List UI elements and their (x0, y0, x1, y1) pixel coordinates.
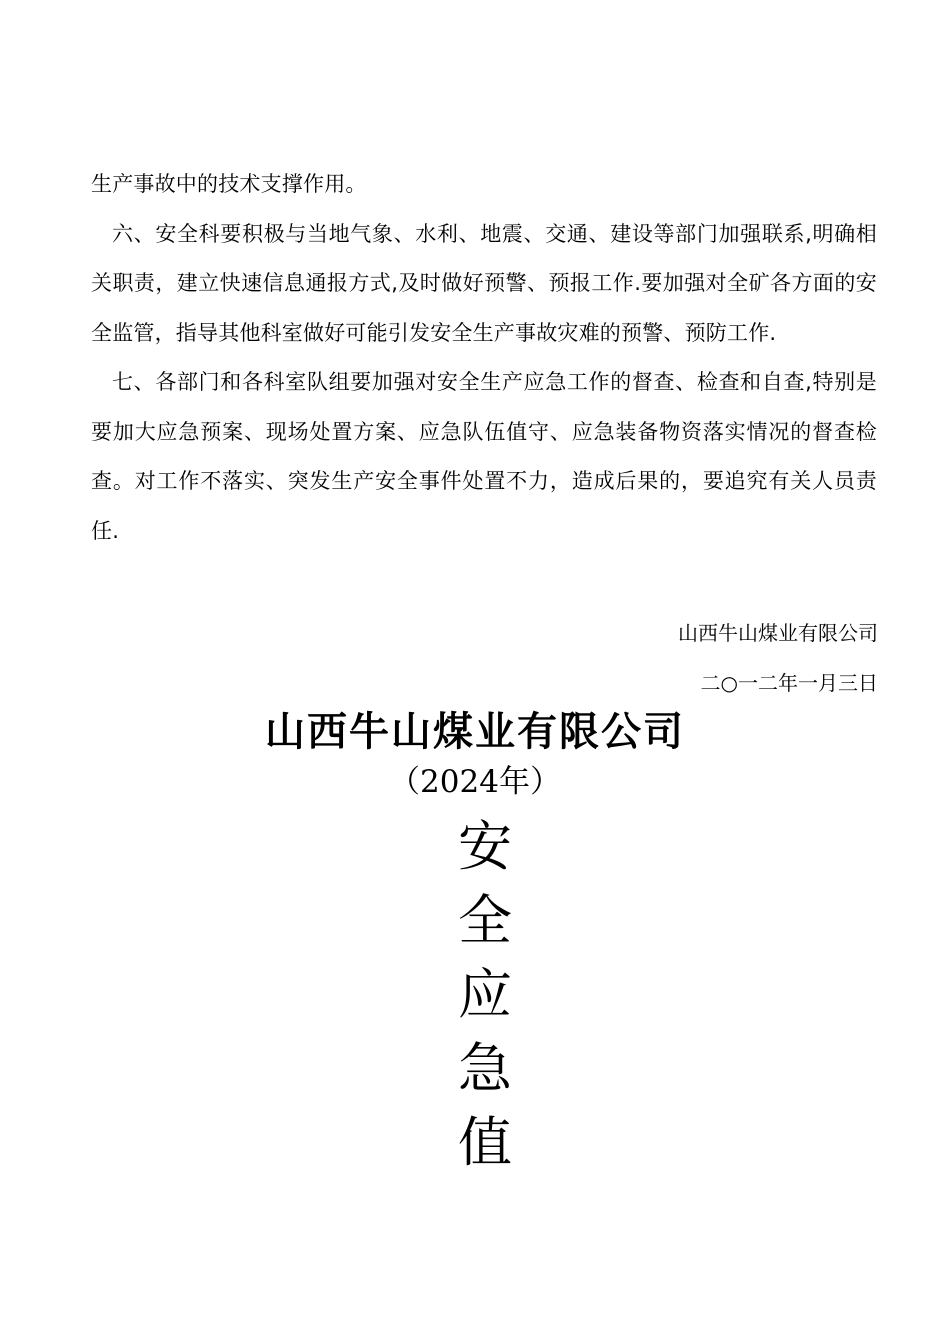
cover-char: 应 (458, 963, 512, 1026)
cover-char: 全 (458, 889, 512, 952)
cover-char: 急 (458, 1037, 512, 1100)
document-body (91, 160, 877, 556)
paragraph-item-six: 六、安全科要积极与当地气象、水利、地震、交通、建设等部门加强联系,明确相关职责，建立快速信息通报方式,及时做好预警、预报工作.要加强对全矿各方面的安全监管，指导其他科室做好可能引发安全生产事故灾难的预警、预防工作. (91, 221, 877, 345)
signature-date: 二○一二年一月三日 (700, 671, 878, 695)
paragraph-continuation: 生产事故中的技术支撑作用。 (91, 172, 367, 196)
cover-char: 值 (458, 1111, 512, 1174)
cover-vertical-title (0, 810, 950, 1180)
signature-company: 山西牛山煤业有限公司 (678, 621, 878, 645)
cover-char: 安 (458, 815, 512, 878)
paragraph-item-seven: 七、各部门和各科室队组要加强对安全生产应急工作的督查、检查和自查,特别是要加大应急预案、现场处置方案、应急队伍值守、应急装备物资落实情况的督查检查。对工作不落实、突发生产安全事件处置不力，造成后果的，要追究有关人员责任. (91, 370, 877, 543)
cover-year: （2024年） (389, 764, 561, 800)
cover-title: 山西牛山煤业有限公司 (265, 708, 685, 755)
